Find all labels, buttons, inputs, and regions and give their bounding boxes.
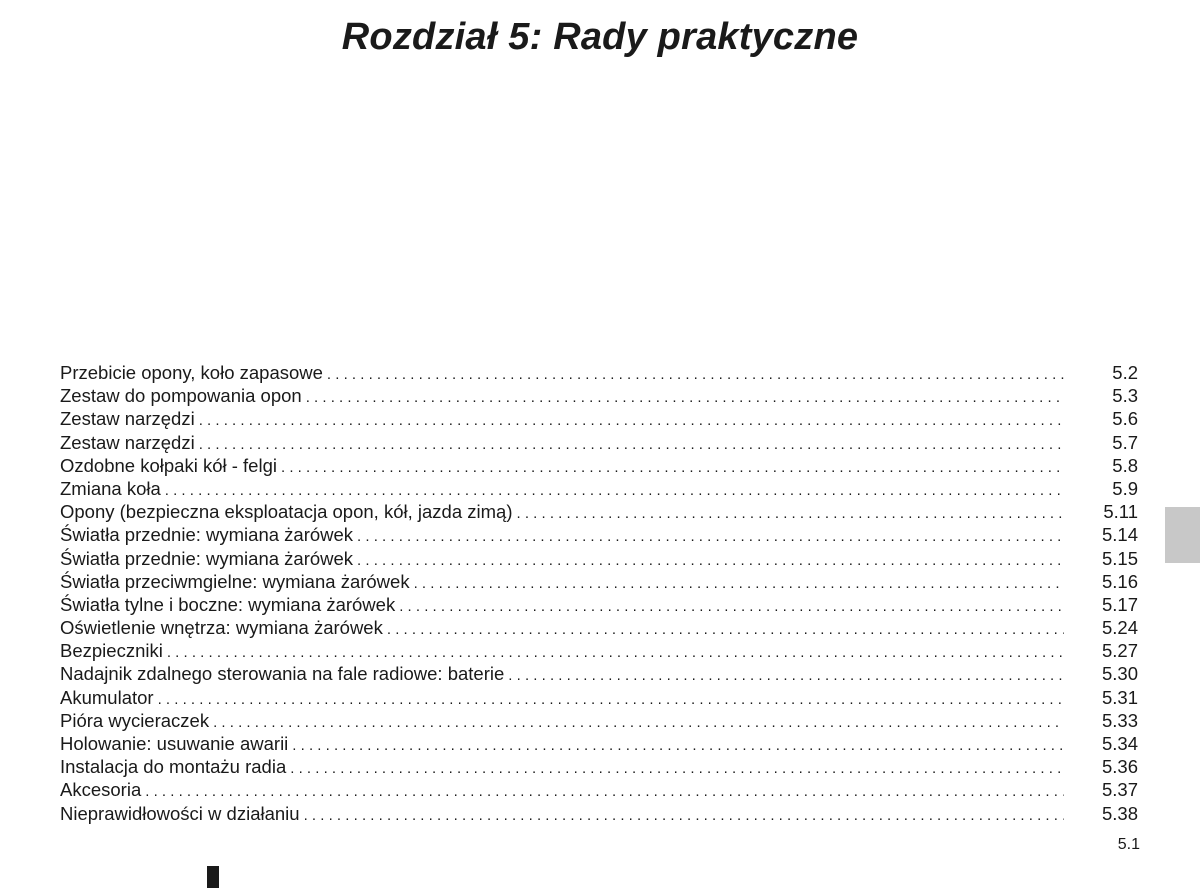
toc-entry[interactable] [60,384,1138,407]
dot-leader [167,641,1064,664]
dot-leader [399,595,1064,618]
dot-leader [306,386,1064,409]
toc-entry-page: 5.2 [1112,362,1138,383]
dot-leader [414,572,1064,595]
toc-entry[interactable] [60,361,1138,384]
toc-entry-page: 5.11 [1103,501,1138,523]
toc-entry[interactable] [60,407,1138,430]
toc-entry[interactable] [60,662,1138,685]
toc-entry[interactable] [60,616,1138,639]
toc-entry-label: Opony (bezpieczna eksploatacja opon, kół, jazda zimą) [60,501,513,523]
toc-entry-label: Zestaw do pompowania opon [60,385,302,407]
toc-entry[interactable] [60,709,1138,732]
dot-leader [357,525,1064,548]
toc-entry[interactable] [60,639,1138,662]
toc-entry-page: 5.36 [1101,756,1138,778]
table-of-contents [60,361,1138,825]
toc-entry-label: Instalacja do montażu radia [60,756,287,778]
toc-entry-label: Bezpieczniki [60,640,163,662]
dot-leader [158,688,1064,711]
toc-entry-label: Światła przeciwmgielne: wymiana żarówek [60,570,410,592]
toc-entry-page: 5.16 [1101,570,1138,592]
toc-entry-page: 5.31 [1101,686,1138,708]
toc-entry[interactable] [60,686,1138,709]
toc-entry-label: Nadajnik zdalnego sterowania na fale radiowe: baterie [60,663,505,685]
toc-entry-label: Akcesoria [60,779,142,801]
toc-entry-label: Zestaw narzędzi [60,408,195,430]
toc-entry-label: Holowanie: usuwanie awarii [60,733,289,754]
toc-entry-page: 5.15 [1101,547,1138,569]
toc-entry-page: 5.14 [1101,524,1138,546]
toc-entry-page: 5.37 [1101,779,1138,801]
dot-leader [213,711,1064,734]
toc-entry[interactable] [60,500,1138,523]
toc-entry[interactable] [60,570,1138,593]
dot-leader [292,734,1064,757]
toc-entry-page: 5.30 [1101,663,1138,685]
toc-entry-label: Ozdobne kołpaki kół - felgi [60,454,277,476]
toc-entry-page: 5.24 [1101,617,1138,639]
toc-entry[interactable] [60,755,1138,778]
dot-leader [165,479,1064,502]
toc-entry[interactable] [60,732,1138,755]
toc-entry[interactable] [60,477,1138,500]
dot-leader [508,664,1064,687]
toc-entry-label: Światła przednie: wymiana żarówek [60,547,354,569]
dot-leader [387,618,1064,641]
dot-leader [516,502,1064,525]
crop-mark [207,866,219,888]
toc-entry-label: Pióra wycieraczek [60,709,210,731]
dot-leader [357,549,1064,572]
toc-entry-page: 5.7 [1112,431,1138,453]
toc-entry-page: 5.3 [1112,385,1138,407]
toc-entry-label: Akumulator [60,686,154,708]
toc-entry[interactable] [60,593,1138,616]
toc-entry-page: 5.27 [1101,640,1138,662]
toc-entry-page: 5.6 [1112,408,1138,430]
toc-entry-label: Zmiana koła [60,477,161,499]
toc-entry-page: 5.38 [1101,802,1138,824]
dot-leader [199,433,1064,456]
toc-entry-label: Światła tylne i boczne: wymiana żarówek [60,593,396,615]
toc-entry-label: Nieprawidłowości w działaniu [60,802,300,824]
toc-entry-page: 5.33 [1101,709,1138,731]
toc-entry[interactable] [60,778,1138,801]
dot-leader [145,780,1064,803]
toc-entry-label: Światła przednie: wymiana żarówek [60,524,354,546]
dot-leader [281,456,1064,479]
toc-entry-label: Zestaw narzędzi [60,431,195,453]
toc-entry-label: Oświetlenie wnętrza: wymiana żarówek [60,617,383,639]
dot-leader [304,804,1064,827]
toc-entry-page: 5.34 [1101,733,1138,754]
toc-entry-page: 5.9 [1112,477,1138,499]
page-number: 5.1 [1117,836,1140,853]
toc-entry[interactable] [60,431,1138,454]
dot-leader [199,409,1064,432]
toc-entry-page: 5.17 [1101,593,1138,615]
chapter-thumb-tab [1165,507,1200,563]
chapter-title: Rozdział 5: Rady praktyczne [341,16,859,58]
dot-leader [327,363,1064,386]
toc-entry[interactable] [60,547,1138,570]
toc-entry-page: 5.8 [1112,454,1138,476]
toc-entry[interactable] [60,523,1138,546]
dot-leader [290,757,1064,780]
toc-entry[interactable] [60,802,1138,825]
toc-entry-label: Przebicie opony, koło zapasowe [60,362,323,383]
toc-entry[interactable] [60,454,1138,477]
